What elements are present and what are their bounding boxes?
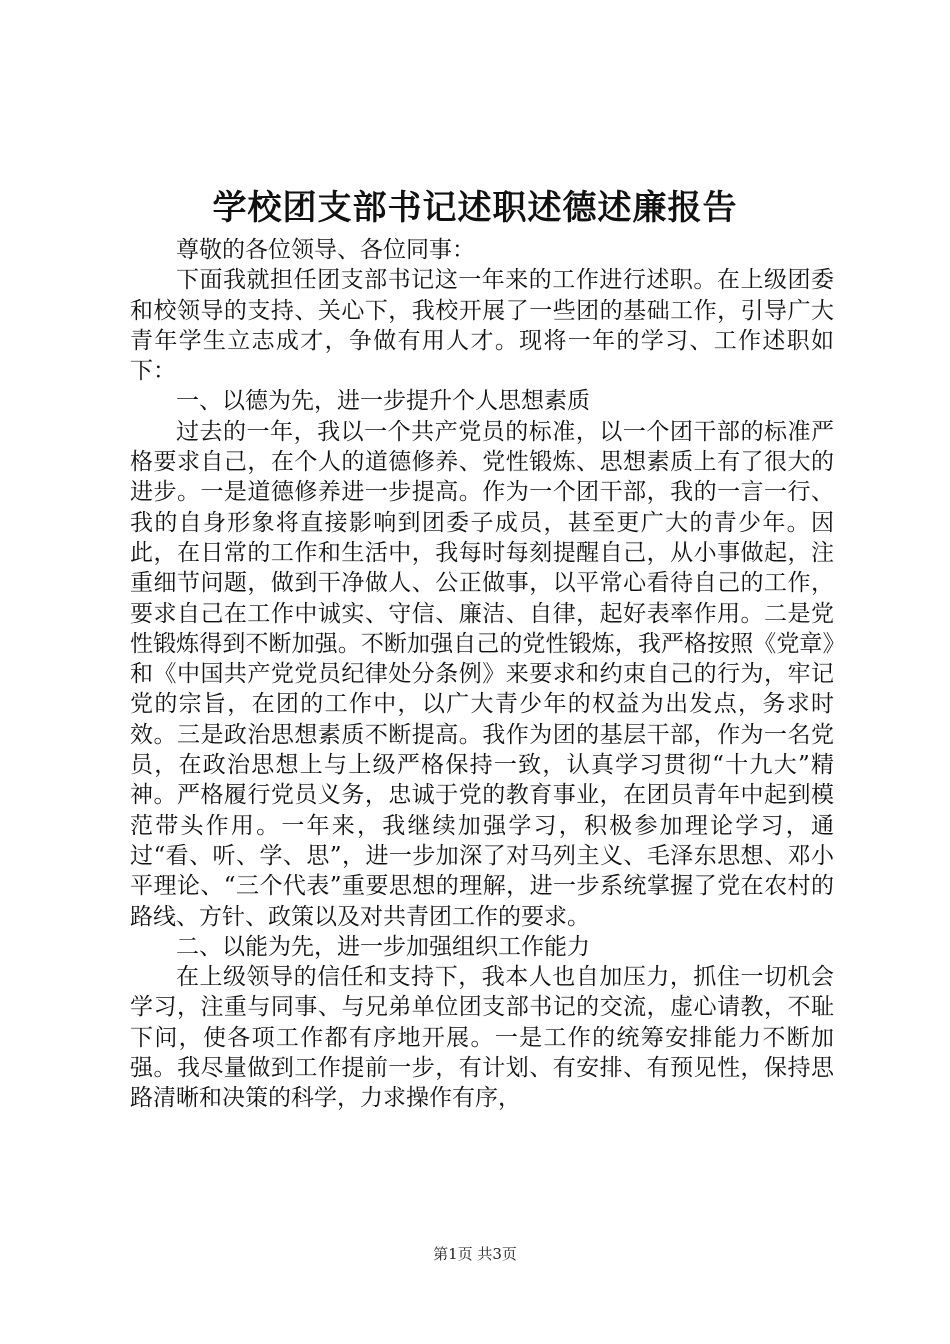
salutation: 尊敬的各位领导、各位同事： xyxy=(176,237,475,263)
intro-paragraph: 下面我就担任团支部书记这一年来的工作进行述职。在上级团委和校领导的支持、关心下，我校开展了一些团的基础工作，引导广大青年学生立志成才，争做有用人才。现将一年的学习、工作述职如下： xyxy=(130,267,834,385)
section-heading-1: 一、以德为先，进一步提升个人思想素质 xyxy=(176,388,590,415)
section-2-paragraph: 在上级领导的信任和支持下，我本人也自加压力，抓住一切机会学习，注重与同事、与兄弟单位团支部书记的交流，虚心请教，不耻下问，使各项工作都有序地开展。一是工作的统筹安排能力不断加强。我尽量做到工作提前一步，有计划、有安排、有预见性，保持思路清晰和决策的科学，力求操作有序， xyxy=(130,964,834,1112)
document-title: 学校团支部书记述职述德述廉报告 xyxy=(212,188,738,228)
document-body xyxy=(130,235,834,1114)
section-1-paragraph: 过去的一年，我以一个共产党员的标准，以一个团干部的标准严格要求自己，在个人的道德修养、党性锻炼、思想素质上有了很大的进步。一是道德修养进一步提高。作为一个团干部，我的一言一行、我的自身形象将直接影响到团委子成员，甚至更广大的青少年。因此，在日常的工作和生活中，我每时每刻提醒自己，从小事做起，注重细节问题，做到干净做人、公正做事，以平常心看待自己的工作，要求自己在工作中诚实、守信、廉洁、自律，起好表率作用。二是党性锻炼得到不断加强。不断加强自己的党性锻炼，我严格按照《党章》和《中国共产党党员纪律处分条例》来要求和约束自己的行为，牢记党的宗旨，在团的工作中，以广大青少年的权益为出发点，务求时效。三是政治思想素质不断提高。我作为团的基层干部，作为一名党员，在政治思想上与上级严格保持一致，认真学习贯彻“十九大”精神。严格履行党员义务，忠诚于党的教育事业，在团员青年中起到模范带头作用。一年来，我继续加强学习，积极参加理论学习，通过“看、听、学、思”，进一步加深了对马列主义、毛泽东思想、邓小平理论、“三个代表”重要思想的理解，进一步系统掌握了党在农村的路线、方针、政策以及对共青团工作的要求。 xyxy=(130,418,834,930)
section-heading-2: 二、以能为先，进一步加强组织工作能力 xyxy=(176,933,590,960)
page-footer: 第1页 共3页 xyxy=(433,1245,517,1263)
